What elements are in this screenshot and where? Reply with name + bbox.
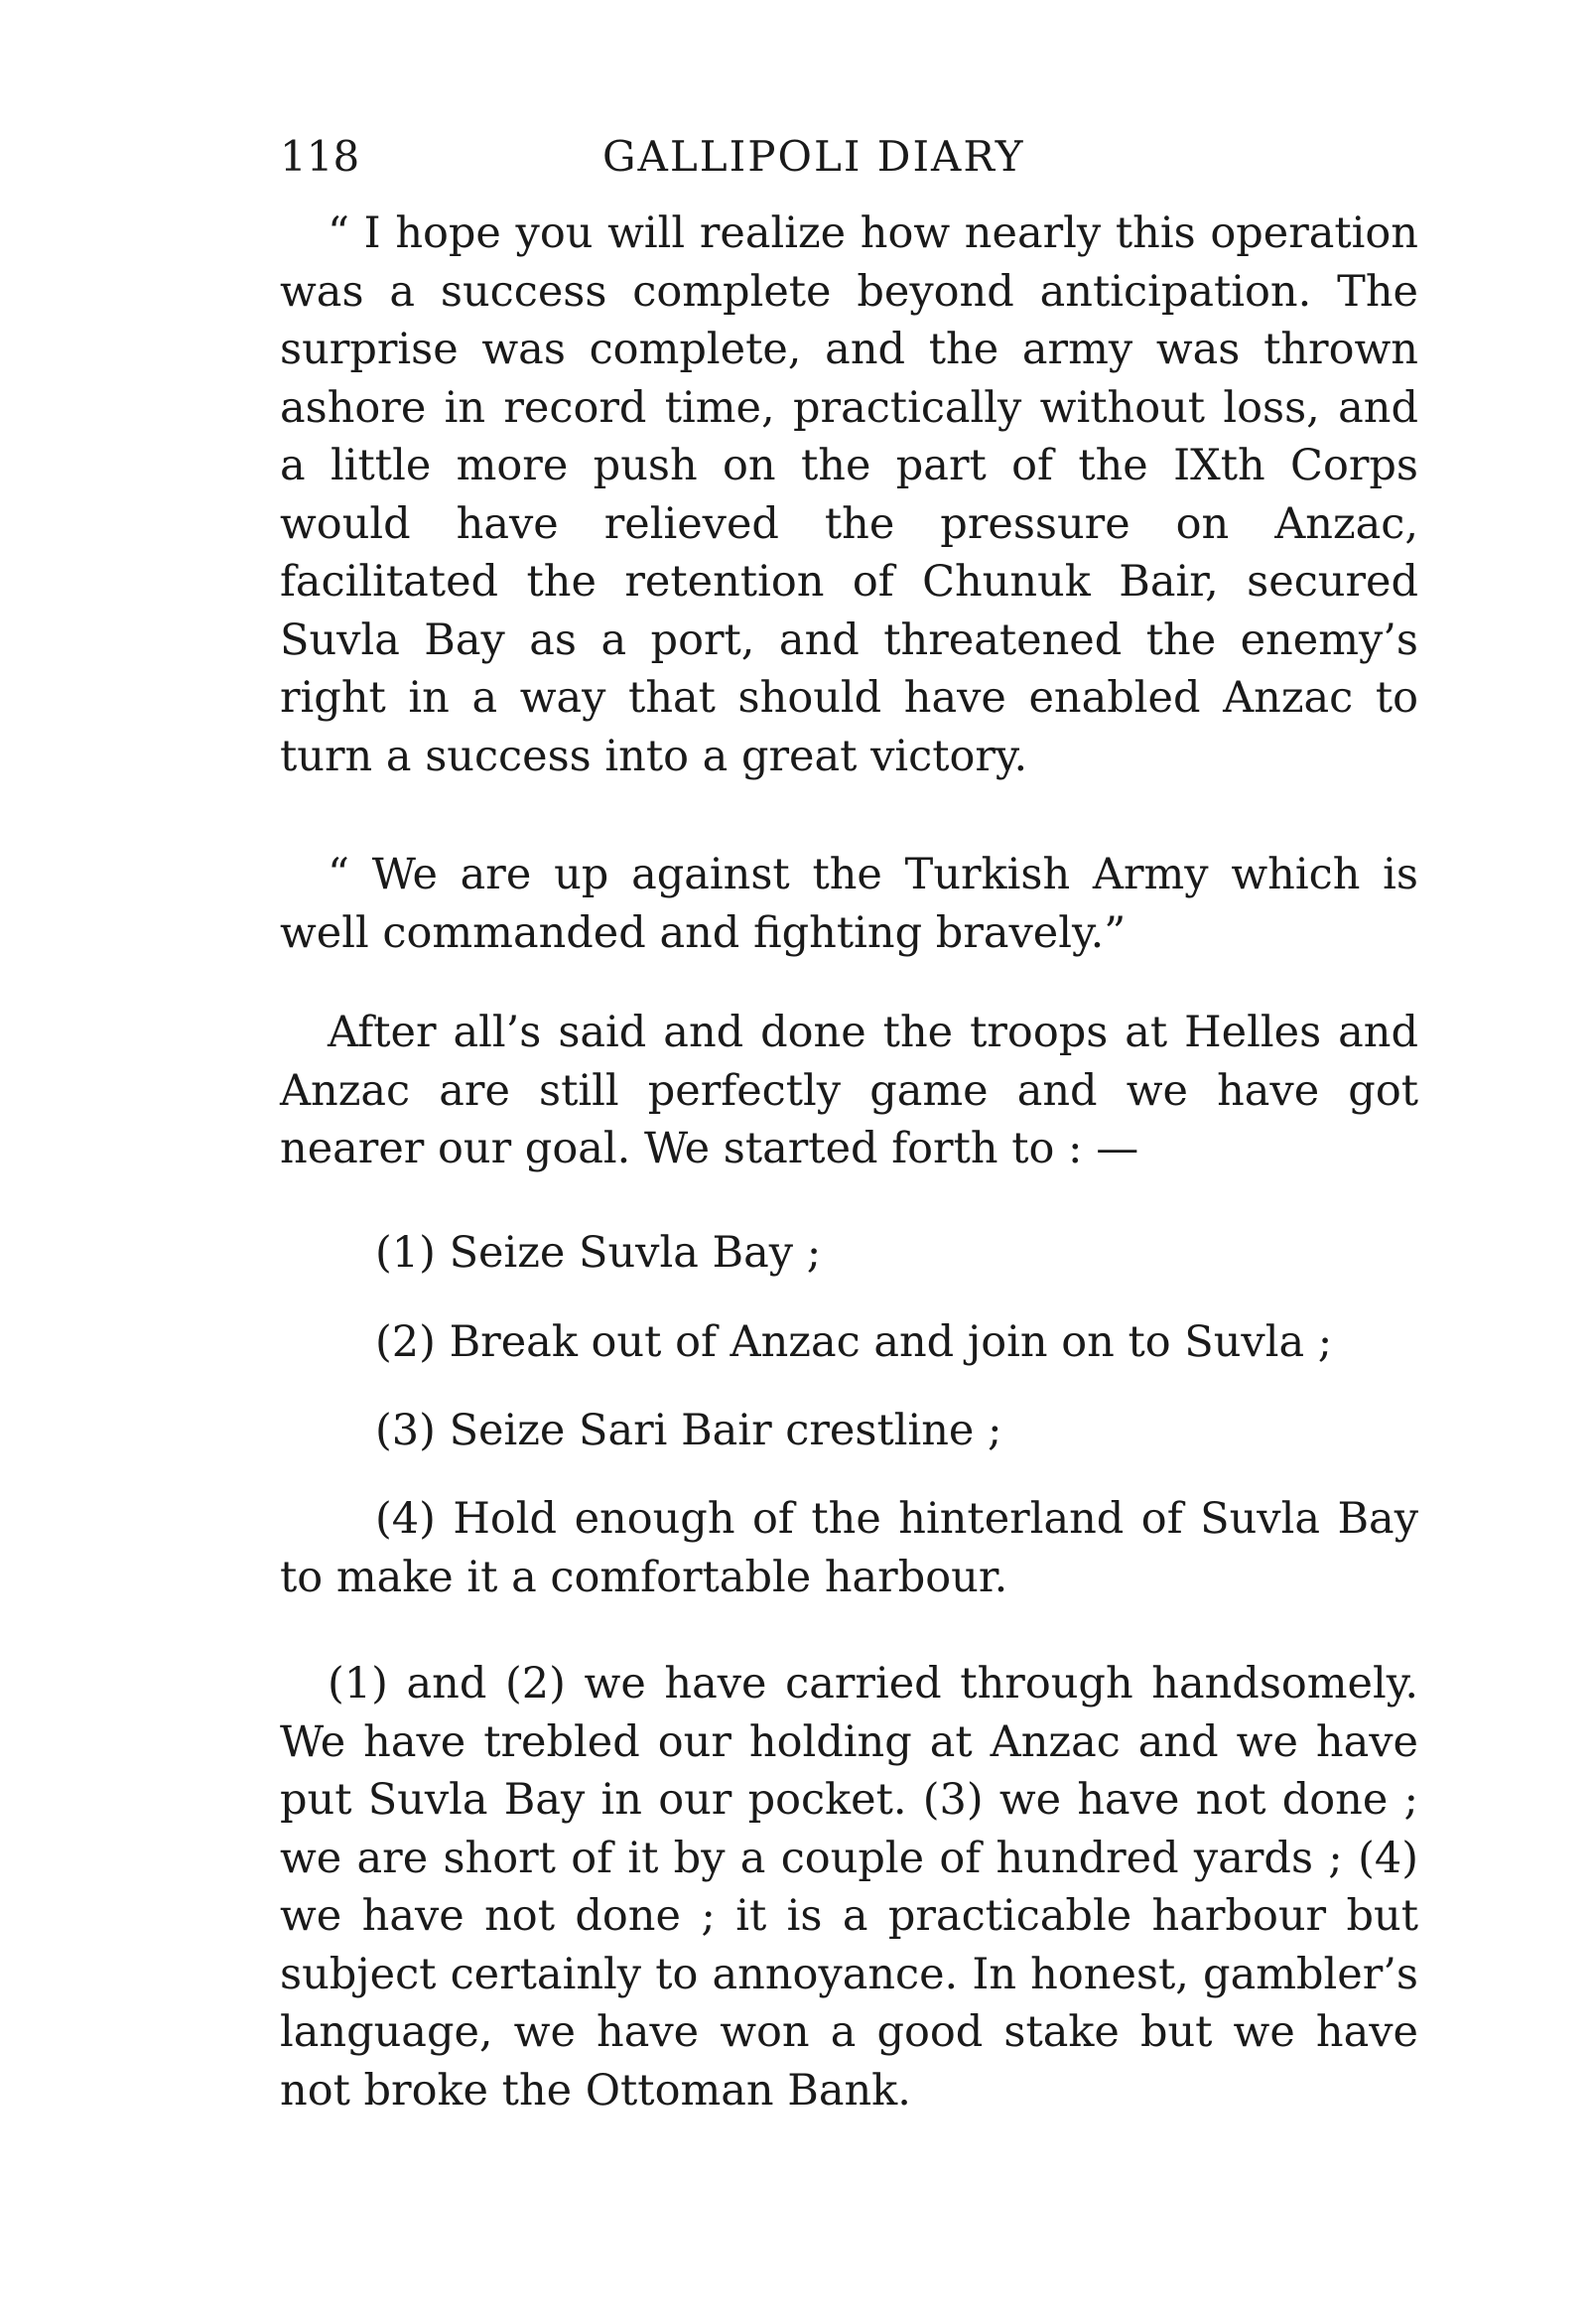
running-title: GALLIPOLI DIARY bbox=[602, 132, 1025, 181]
list-item-container-1 bbox=[280, 1224, 1418, 1283]
list-item: (3) Seize Sari Bair crestline ; bbox=[375, 1406, 1002, 1455]
list-item-container-4 bbox=[280, 1490, 1418, 1606]
list-item: (1) Seize Suvla Bay ; bbox=[375, 1228, 822, 1278]
list-item-container-2 bbox=[280, 1313, 1418, 1372]
text-block-helles bbox=[280, 1004, 1418, 1178]
paragraph-carried-through: (1) and (2) we have carried through handsomely. We have trebled our holding at Anzac and we have put Suvla Bay in our pocket. (3) we have not done ; we are short of it by a couple of hundred yards ; (4) we have not done ; it is a practicable harbour but subject certainly to annoyance. In honest, gambler’s language, we have won a good stake but we have not broke the Ottoman Bank. bbox=[280, 1659, 1418, 2116]
paragraph-quote-realize: “ I hope you will realize how nearly this operation was a success complete beyond anticipation. The surprise was complete, and the army was thrown ashore in record time, practically without loss, and a little more push on the part of the IXth Corps would have relieved the pressure on Anzac, facilitated the retention of Chunuk Bair, secured Suvla Bay as a port, and threatened the enemy’s right in a way that should have enabled Anzac to turn a success into a great victory. bbox=[280, 208, 1418, 781]
list-item-container-3 bbox=[280, 1402, 1418, 1460]
text-block-turkish-army bbox=[280, 846, 1418, 962]
paragraph-quote-turkish-army: “ We are up against the Turkish Army which is well commanded and fighting bravely.” bbox=[280, 850, 1418, 958]
list-item: (2) Break out of Anzac and join on to Suvla ; bbox=[375, 1317, 1333, 1367]
list-item: (4) Hold enough of the hinterland of Suvla Bay to make it a comfortable harbour. bbox=[280, 1494, 1418, 1602]
page-header bbox=[280, 127, 1104, 187]
text-block-quote bbox=[280, 205, 1418, 785]
page-number: 118 bbox=[280, 132, 360, 181]
text-block-closing bbox=[280, 1655, 1418, 2119]
paragraph-after-alls-said: After all’s said and done the troops at Helles and Anzac are still perfectly game and we have got nearer our goal. We started forth to : — bbox=[280, 1008, 1418, 1173]
